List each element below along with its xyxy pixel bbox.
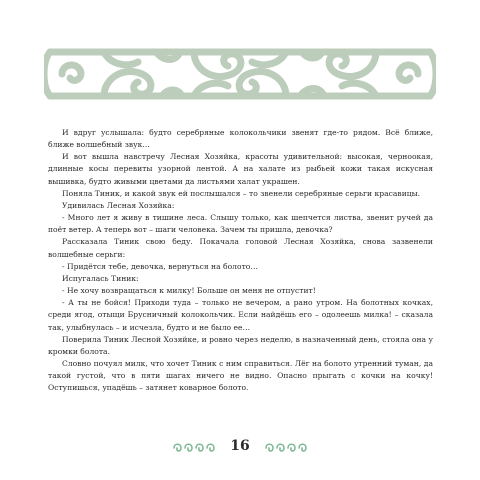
- paragraph: Рассказала Тиник свою беду. Покачала головой Лесная Хозяйка, снова зазвенели волшебные серьги:: [48, 237, 433, 259]
- paragraph: Поняла Тиник, и какой звук ей послышался – то звенели серебряные серьги красавицы.: [62, 188, 421, 198]
- right-swirl-ornament-icon: [262, 441, 308, 455]
- decorative-ornament-border: [44, 38, 436, 110]
- left-swirl-ornament-icon: [172, 441, 218, 455]
- paragraph: Удивилась Лесная Хозяйка:: [62, 200, 175, 210]
- paragraph: Словно почуял милк, что хочет Тиник с ним справиться. Лёг на болото утренний туман, да такой густой, что в пяти шагах ничего не видно. Опасно прыгать с кочки на кочку! Оступишься, упадёшь – затянет коварное болото.: [48, 358, 433, 393]
- page-footer: [0, 437, 480, 461]
- dialogue-line: - Не хочу возвращаться к милку! Больше он меня не отпустит!: [62, 286, 316, 296]
- paragraph: Поверила Тиник Лесной Хозяйке, и ровно через неделю, в назначенный день, стояла она у кромки болота.: [48, 334, 433, 356]
- paragraph: И вдруг услышала: будто серебряные колокольчики звенят где-то рядом. Всё ближе, ближе волшебный звук…: [48, 128, 433, 150]
- paragraph: Испугалась Тиник:: [62, 273, 139, 283]
- dialogue-line: - Много лет я живу в тишине леса. Слышу только, как шепчется листва, звенит ручей да поёт ветер. А теперь вот – шаги человека. Зачем ты пришла, девочка?: [48, 213, 433, 235]
- story-text: [48, 127, 433, 394]
- dialogue-line: - Придётся тебе, девочка, вернуться на болото…: [62, 261, 258, 271]
- dialogue-line: - А ты не бойся! Приходи туда – только не вечером, а рано утром. На болотных кочках, среди ягод, отыщи Брусничный колокольчик. Если найдёшь его – одолеешь милка! – сказала так, улыбнулась – и исчезла, будто и не было ее…: [48, 298, 433, 332]
- page-number: 16: [230, 438, 250, 454]
- paragraph: И вот вышла навстречу Лесная Хозяйка, красоты удивительной: высокая, черноокая, длинные косы перевиты узорной лентой. А на халате из рыбьей кожи такая искусная вышивка, будто живыми цветами да листьями халат украшен.: [48, 152, 433, 186]
